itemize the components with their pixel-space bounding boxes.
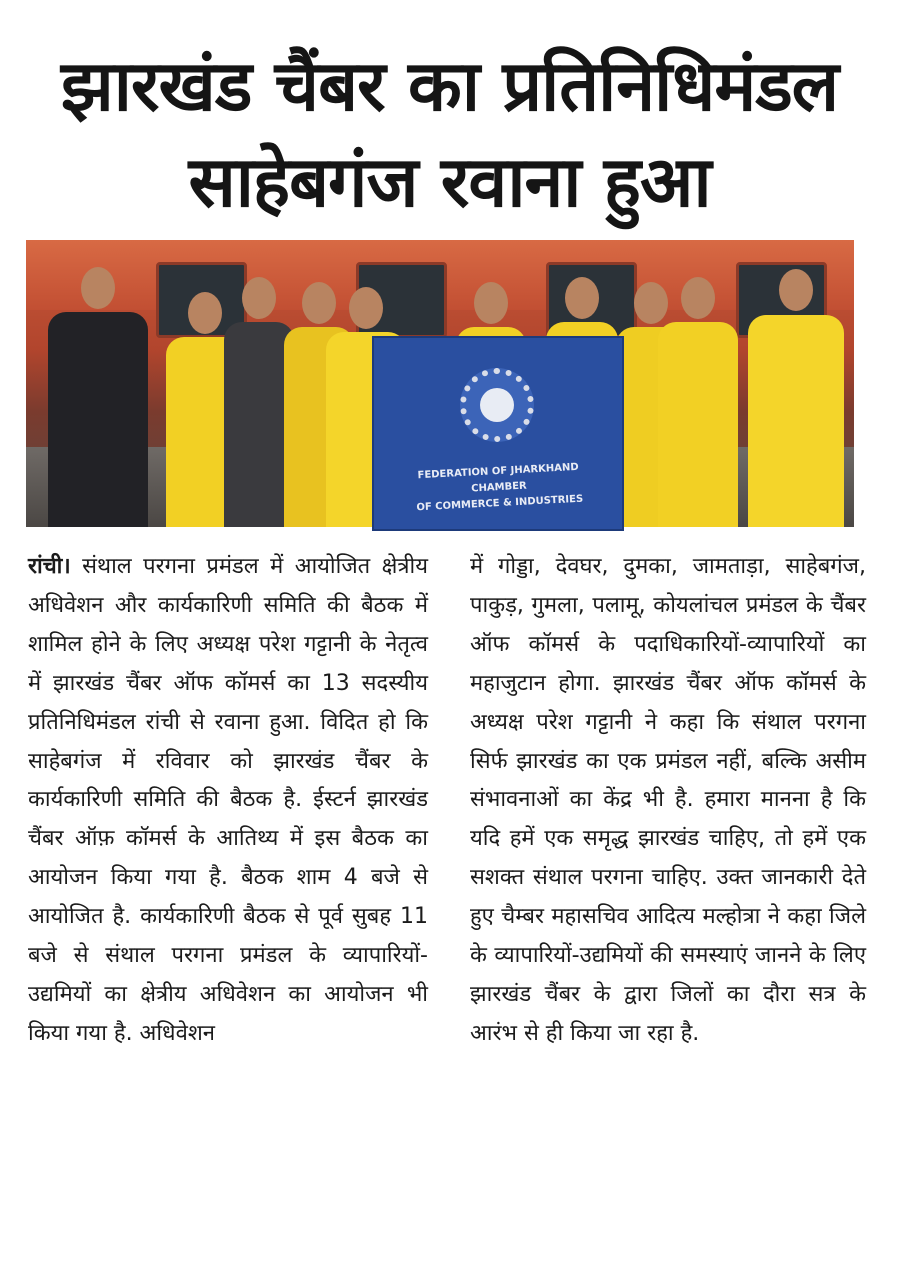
headline — [0, 38, 899, 230]
headline-line-1: झारखंड चैंबर का प्रतिनिधिमंडल — [60, 45, 839, 127]
person-head — [242, 277, 276, 319]
person-head — [681, 277, 715, 319]
chamber-logo — [460, 368, 534, 442]
headline-line-2: साहेबगंज रवाना हुआ — [188, 141, 711, 223]
person — [48, 267, 148, 527]
article-left-text: संथाल परगना प्रमंडल में आयोजित क्षेत्रीय अधिवेशन और कार्यकारिणी समिति की बैठक में शामिल होने के लिए अध्यक्ष परेश गट्टानी के नेतृत्व में झारखंड चैंबर ऑफ कॉमर्स का 13 सदस्यीय प्रतिनिधिमंडल रांची से रवाना हुआ. विदित हो कि साहेबगंज में रविवार को झारखंड चैंबर के कार्यकारिणी समिति की बैठक है. ईस्टर्न झारखंड चैंबर ऑफ़ कॉमर्स के आतिथ्य में इस बैठक का आयोजन किया गया है. बैठक शाम 4 बजे से आयोजित है. कार्यकारिणी बैठक से पूर्व सुबह 11 बजे से संथाल परगना प्रमंडल के व्यापारियों-उद्यमियों का क्षेत्रीय अधिवेशन का आयोजन भी किया गया है. अधिवेशन — [28, 554, 428, 1046]
person-head — [188, 292, 222, 334]
person-body — [748, 315, 844, 527]
article-dateline: रांची। — [28, 554, 71, 579]
article-column-left — [28, 548, 428, 1054]
person-body — [658, 322, 738, 527]
person — [748, 269, 844, 527]
person-head — [565, 277, 599, 319]
article-right-text: में गोड्डा, देवघर, दुमका, जामताड़ा, साहेबगंज, पाकुड़, गुमला, पलामू, कोयलांचल प्रमंडल के चैंबर ऑफ कॉमर्स के पदाधिकारियों-व्यापारियों का महाजुटान होगा. झारखंड चैंबर ऑफ कॉमर्स के अध्यक्ष परेश गट्टानी ने कहा कि संथाल परगना सिर्फ झारखंड का एक प्रमंडल नहीं, बल्कि असीम संभावनाओं का केंद्र भी है. हमारा मानना है कि यदि हमें एक समृद्ध झारखंड चाहिए, तो हमें एक सशक्त संथाल परगना चाहिए. उक्त जानकारी देते हुए चैम्बर महासचिव आदित्य मल्होत्रा ने कहा जिले के व्यापारियों-उद्यमियों की समस्याएं जानने के लिए झारखंड चैंबर के द्वारा जिलों का दौरा सत्र के आरंभ से ही किया जा रहा है. — [470, 554, 866, 1046]
banner-text — [393, 459, 605, 518]
person-head — [81, 267, 115, 309]
chamber-logo-center — [480, 388, 514, 422]
person — [658, 277, 738, 527]
banner-text-line-1: FEDERATION OF JHARKHAND CHAMBER — [417, 461, 579, 495]
article-column-right — [470, 548, 866, 1054]
chamber-banner — [372, 336, 624, 531]
person-head — [349, 287, 383, 329]
person-head — [474, 282, 508, 324]
person-head — [779, 269, 813, 311]
person-body — [48, 312, 148, 527]
banner-text-line-2: OF COMMERCE & INDUSTRIES — [416, 493, 584, 514]
